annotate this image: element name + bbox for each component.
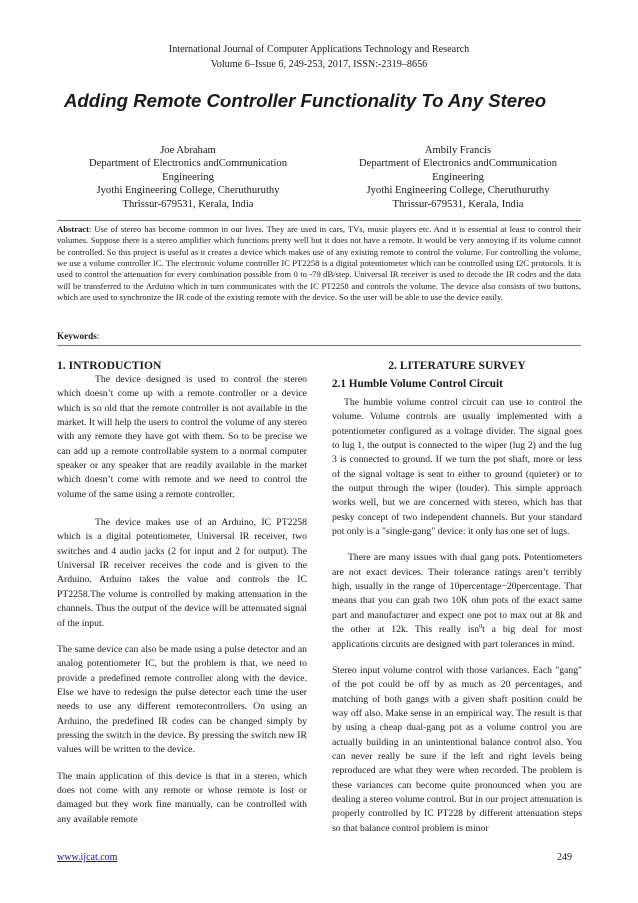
abstract: [57, 224, 581, 303]
superscript: 0: [479, 624, 483, 631]
page-number: 249: [557, 852, 572, 863]
author-address: Thrissur-679531, Kerala, India: [122, 198, 254, 210]
author-name: Ambily Francis: [424, 145, 492, 156]
top-divider: [57, 220, 581, 221]
keywords-text: :: [96, 331, 100, 341]
subsection-heading: 2.1 Humble Volume Control Circuit: [332, 378, 503, 390]
author-name: Joe Abraham: [160, 145, 216, 156]
author-department: Department of Electronics andCommunication: [359, 158, 557, 170]
author-department: Department of Electronics andCommunication: [89, 158, 287, 170]
author-address: Thrissur-679531, Kerala, India: [392, 198, 524, 210]
paragraph: [332, 551, 582, 651]
author-block-2: [335, 144, 581, 211]
keywords: [57, 331, 99, 341]
paragraph: The same device can also be made using a pulse detector and an analog potentiometer IC, but the problem is that, we need to provide a predefined remote controller along with the device. Else we have to redesign the pulse detector each time the user needs to use any different remotecontrollers. On using an Arduino, the predefined IR codes can be changed simply by pressing the switch in the device. By pressing the switch new IR values will be written to the device.: [57, 643, 307, 756]
footer-website-link[interactable]: www.ijcat.com: [57, 852, 118, 863]
right-column: [332, 350, 582, 836]
paragraph-part: t a big deal for most applications circuits are designed with part tolerances in mind.: [332, 624, 582, 650]
section-heading-introduction: 1. INTRODUCTION: [57, 359, 162, 372]
paragraph: The device makes use of an Arduino, IC PT2258 which is a digital potentiometer, Universal IR receiver, two switches and 4 audio jacks (2 for input and 2 for output). The Universal IR receiver receives the code and is given to the Arduino. Arduino takes the value and controls the IC PT2258.The volume is controlled by making attenuation in the channels. Thus the output of the device will be attenuated signal of the input.: [57, 517, 307, 629]
keywords-label: Keywords: [57, 331, 97, 341]
paragraph: The main application of this device is that in a stereo, which does not come with any remote or whose remote is lost or damaged but they work fine manually, can be controlled with any available remote: [57, 770, 307, 825]
author-department-cont: Engineering: [162, 171, 214, 183]
abstract-label: Abstract: [57, 224, 89, 234]
bottom-divider: [57, 345, 581, 346]
author-college: Jyothi Engineering College, Cheruthuruthy: [366, 185, 550, 197]
paragraph-part: There are many issues with dual gang pots. Potentiometers are not exact devices. Their tolerance ratings aren’t terribly high, usually in the range of 10percentage−20percentage. That means that you can grab two 10K ohm pots of the exact same part and manufacturer and expect one pot to max out at 8k and the other at 12k. This really isn: [332, 552, 582, 636]
paragraph: The humble volume control circuit can use to control the volume. Volume controls are usually implemented with a potentiometer configured as a voltage divider. The signal goes to lug 1, the output is connected to the wiper (lug 2) and the lug 3 is connected to ground. If we turn the pot shaft, more or less of the signal voltage is sent to either to ground (quieter) or to the output through the wiper (louder). This simple approach works well, but we are concerned with stereo, which has that pesky concept of two independent channels. But your standard pot only is a "single-gang" device: it only has one set of lugs.: [332, 397, 582, 538]
paper-title: Adding Remote Controller Functionality To Any Stereo: [64, 90, 547, 111]
author-block-1: [57, 144, 319, 211]
abstract-text: : Use of stereo has become common in our lives. They are used in cars, TVs, music players etc. And it is essential at least to control their volumes. Suppose there is a stereo amplifier which functions pretty well but it does not have a remote. It would be very annoying if its volume cannot be controlled. So this project is useful as it creates a device which makes use of any existing remote to control the volume. For controlling the volume, we use a volume controller IC. The electronic volume controller IC PT2258 is a digital potentiometer which can be controlled using I2C protocols. It is used to control the attenuation for every combination possible from 0 to -79 dB/step. Universal IR receiver is used to decode the IR codes and the data will be transferred to the Arduino which in turn communicates with the IC PT2258 and controls the volume. The device also consists of two buttons, which are used to synchronize the IR code of the existing remote with the device. So the user will be able to use the device easily.: [57, 224, 581, 303]
journal-volume: Volume 6–Issue 6, 249-253, 2017, ISSN:-2319–8656: [210, 59, 428, 70]
left-column: [57, 350, 307, 827]
section-heading-literature-survey: 2. LITERATURE SURVEY: [388, 359, 526, 372]
journal-name: International Journal of Computer Applications Technology and Research: [168, 44, 470, 55]
author-department-cont: Engineering: [432, 171, 484, 183]
paragraph: The device designed is used to control the stereo which doesn’t come up with a remote controller or a device which is so old that the remote controller is not available in the market. It will help the users to control the volume of any stereo with any remote they have got with them. So to be precise we can add up a remote controllable system to a normal computer speaker or any speaker that are readily available in the market which doesn’t come with remote and we need to control the volume of the same using a remote controller.: [57, 374, 307, 500]
author-college: Jyothi Engineering College, Cheruthuruthy: [96, 185, 280, 197]
paragraph: Stereo input volume control with those variances. Each "gang" of the pot could be off by as much as 20 percentages, and matching of both gangs with a given shaft position could be way off also. Make sense in an empirical way. The result is that by using a cheap dual-gang pot as a volume control you are actually building in an unintentional balance control also. You can never really be sure if the left and right levels being reproduced are what they were when recorded. The problem is these variances can become quite pronounced when you are dealing a stereo volume control. But in our project attenuation is properly controlled by IC PT228 by different attenuation steps so that balance control problem is minor: [332, 664, 582, 834]
